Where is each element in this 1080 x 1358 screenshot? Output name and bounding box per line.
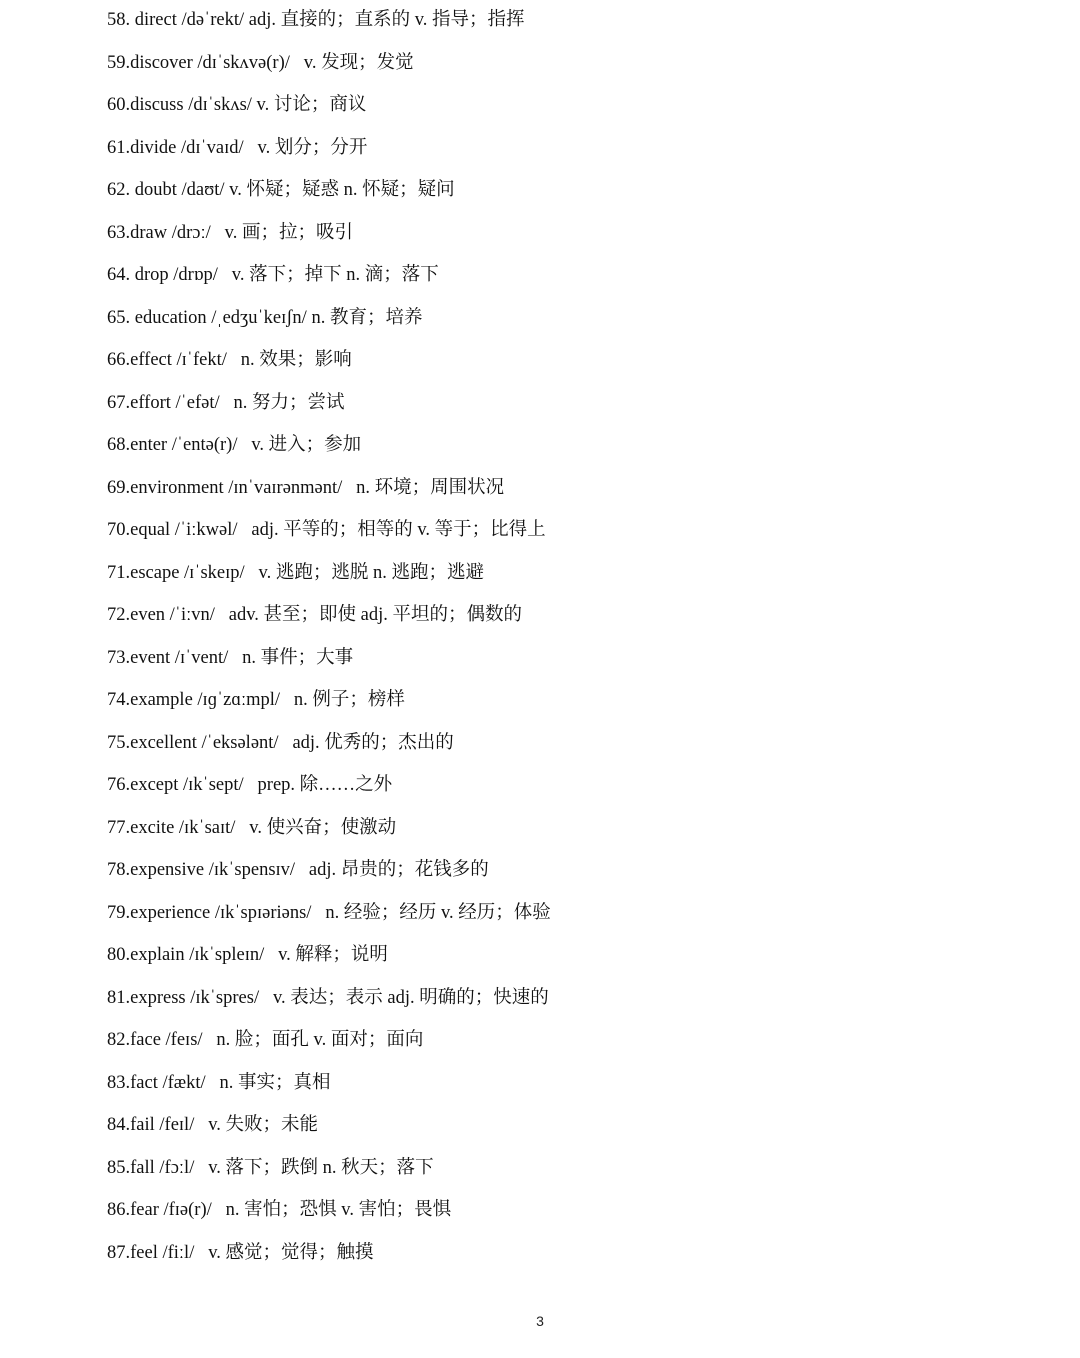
vocab-entry: 66.effect /ɪˈfekt/ n. 效果；影响: [107, 350, 352, 370]
vocab-entry: 58. direct /dəˈrekt/ adj. 直接的；直系的 v. 指导；指挥: [107, 10, 525, 30]
vocab-entry: 84.fail /feɪl/ v. 失败；未能: [107, 1115, 319, 1135]
vocab-entry: 73.event /ɪˈvent/ n. 事件；大事: [107, 647, 354, 668]
vocab-entry: 86.fear /fɪə(r)/ n. 害怕；恐惧 v. 害怕；畏惧: [107, 1200, 452, 1220]
vocab-entry: 78.expensive /ɪkˈspensɪv/ adj. 昂贵的；花钱多的: [107, 860, 489, 880]
vocab-entry: 59.discover /dɪˈskʌvə(r)/ v. 发现；发觉: [107, 52, 414, 73]
vocab-entry: 63.draw /drɔː/ v. 画；拉；吸引: [107, 222, 353, 243]
vocab-entry: 61.divide /dɪˈvaɪd/ v. 划分；分开: [107, 137, 368, 158]
vocab-entry: 87.feel /fiːl/ v. 感觉；觉得；触摸: [107, 1242, 374, 1263]
vocab-entry: 80.explain /ɪkˈspleɪn/ v. 解释；说明: [107, 945, 388, 965]
vocab-entry: 82.face /feɪs/ n. 脸；面孔 v. 面对；面向: [107, 1030, 424, 1050]
vocab-entry: 62. doubt /daʊt/ v. 怀疑；疑惑 n. 怀疑；疑问: [107, 180, 455, 200]
vocab-entry: 60.discuss /dɪˈskʌs/ v. 讨论；商议: [107, 95, 367, 115]
vocab-entry: 71.escape /ɪˈskeɪp/ v. 逃跑；逃脱 n. 逃跑；逃避: [107, 562, 484, 583]
vocab-entry: 67.effort /ˈefət/ n. 努力；尝试: [107, 392, 345, 413]
vocab-entry: 69.environment /ɪnˈvaɪrənmənt/ n. 环境；周围状况: [107, 477, 505, 498]
vocab-entry: 74.example /ɪɡˈzɑːmpl/ n. 例子；榜样: [107, 690, 405, 710]
vocab-entry: 72.even /ˈiːvn/ adv. 甚至；即使 adj. 平坦的；偶数的: [107, 605, 523, 625]
vocab-entry: 65. education /ˌedʒuˈkeɪʃn/ n. 教育；培养: [107, 307, 423, 328]
vocab-entry: 76.except /ɪkˈsept/ prep. 除……之外: [107, 775, 393, 795]
vocabulary-list: [107, 4, 551, 1279]
vocab-entry: 79.experience /ɪkˈspɪəriəns/ n. 经验；经历 v. 经历；体验: [107, 902, 551, 923]
vocab-entry: 81.express /ɪkˈspres/ v. 表达；表示 adj. 明确的；快速的: [107, 987, 549, 1008]
vocab-entry: 83.fact /fækt/ n. 事实；真相: [107, 1072, 331, 1093]
vocab-entry: 68.enter /ˈentə(r)/ v. 进入；参加: [107, 435, 362, 455]
vocab-entry: 75.excellent /ˈeksələnt/ adj. 优秀的；杰出的: [107, 732, 454, 753]
vocab-entry: 85.fall /fɔːl/ v. 落下；跌倒 n. 秋天；落下: [107, 1157, 434, 1178]
vocab-entry: 64. drop /drɒp/ v. 落下；掉下 n. 滴；落下: [107, 265, 439, 285]
vocab-entry: 70.equal /ˈiːkwəl/ adj. 平等的；相等的 v. 等于；比得上: [107, 520, 546, 540]
page-number: 3: [536, 1313, 544, 1329]
vocab-entry: 77.excite /ɪkˈsaɪt/ v. 使兴奋；使激动: [107, 817, 397, 838]
